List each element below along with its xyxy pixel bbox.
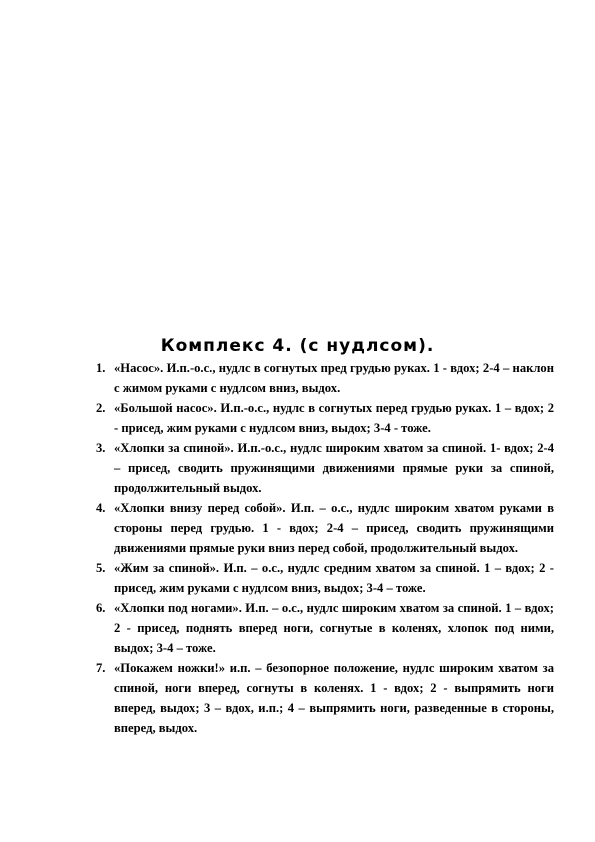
list-item <box>96 558 554 598</box>
item-number: 2. <box>96 401 106 415</box>
page-title: Комплекс 4. (с нудлсом). <box>160 336 435 356</box>
item-number: 4. <box>96 501 106 515</box>
list-item <box>96 358 554 398</box>
item-text: «Жим за спиной». И.п. – о.с., нудлс средним хватом за спиной. 1 – вдох; 2 - присед, жим руками с нудлсом вниз, выдох; 3-4 – тоже. <box>114 561 554 595</box>
item-number: 7. <box>96 661 106 675</box>
item-text: «Большой насос». И.п.-о.с., нудлс в согнутых перед грудью руках. 1 – вдох; 2 - присед, жим руками с нудлсом вниз, выдох; 3-4 - тоже. <box>114 401 554 435</box>
list-item <box>96 398 554 438</box>
item-number: 1. <box>96 361 106 375</box>
item-text: «Хлопки за спиной». И.п.-о.с., нудлс широким хватом за спиной. 1- вдох; 2-4 – присед, сводить пружинящими движениями прямые руки за спиной, продолжительный выдох. <box>114 441 554 495</box>
item-text: «Покажем ножки!» и.п. – безопорное положение, нудлс широким хватом за спиной, ноги вперед, согнуты в коленях. 1 - вдох; 2 - выпрямить ноги вперед, выдох; 3 – вдох, и.п.; 4 – выпрямить ноги, разведенные в стороны, вперед, выдох. <box>114 661 554 735</box>
list-item <box>96 498 554 558</box>
item-number: 6. <box>96 601 106 615</box>
item-text: «Хлопки внизу перед собой». И.п. – о.с., нудлс широким хватом руками в стороны перед грудью. 1 - вдох; 2-4 – присед, сводить пружинящими движениями прямые руки вниз перед собой, продолжительный выдох. <box>114 501 554 555</box>
item-text: «Хлопки под ногами». И.п. – о.с., нудлс широким хватом за спиной. 1 – вдох; 2 - присед, поднять вперед ноги, согнутые в коленях, хлопок под ними, выдох; 3-4 – тоже. <box>114 601 554 655</box>
item-text: «Насос». И.п.-о.с., нудлс в согнутых пред грудью руках. 1 - вдох; 2-4 – наклон с жимом руками с нудлсом вниз, выдох. <box>114 361 554 395</box>
exercise-list <box>96 358 554 738</box>
list-item <box>96 438 554 498</box>
item-number: 3. <box>96 441 106 455</box>
item-number: 5. <box>96 561 106 575</box>
list-item <box>96 598 554 658</box>
list-item <box>96 658 554 738</box>
